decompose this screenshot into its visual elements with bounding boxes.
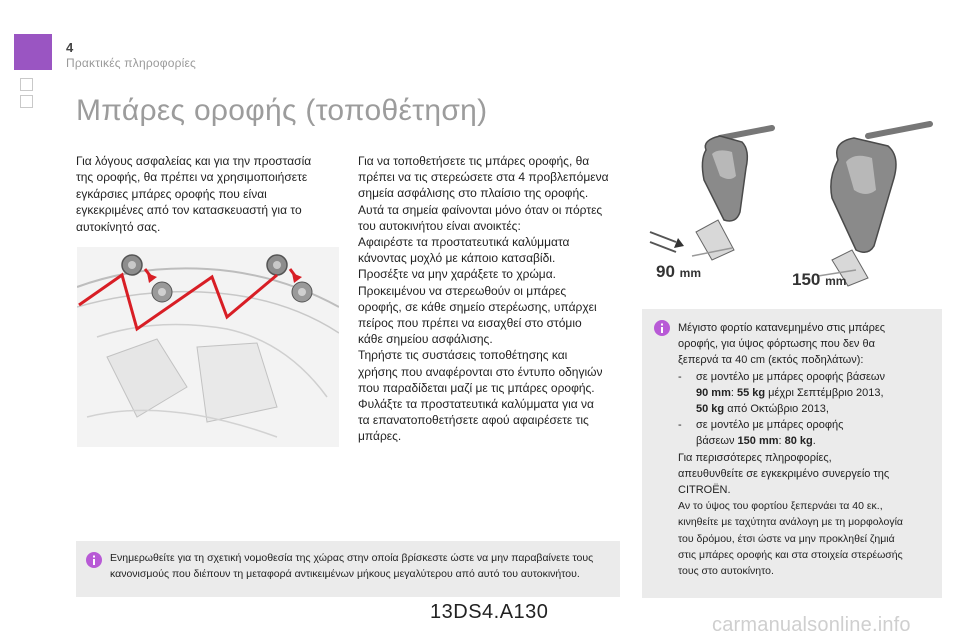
watermark: carmanualsonline.info (712, 614, 911, 636)
text-fragment: : (778, 435, 785, 448)
text-fragment: από Οκτώβριο 2013, (724, 403, 829, 416)
page-number: 4 (66, 40, 74, 55)
text-line: Για περισσότερες πληροφορίες, (678, 451, 832, 464)
legislation-info-text (110, 550, 610, 582)
text-line: Προκειμένου να στερεωθούν οι μπάρες (358, 283, 567, 298)
text-line: Αφαιρέστε τα προστατευτικά καλύμματα (358, 235, 570, 250)
text-line: Προσέξτε να μην χαράξετε το χρώμα. (358, 267, 556, 282)
foot-size-unit: mm (825, 274, 847, 288)
middle-column-text (358, 153, 626, 445)
text-line: CITROËN. (678, 484, 731, 497)
text-fragment: μέχρι Σεπτέμβριο 2013, (765, 386, 884, 399)
chapter-tab (14, 34, 52, 70)
text-line: της οροφής, θα πρέπει να χρησιμοποιήσετε (76, 170, 308, 185)
text-fragment: . (812, 435, 816, 448)
bullet-dash: - (678, 419, 682, 432)
text-line: κάνοντας μοχλό με κάποιο κατσαβίδι. (358, 251, 556, 266)
page-title: Μπάρες οροφής (τοποθέτηση) (76, 94, 488, 127)
text-line: στις μπάρες οροφής και στα στοιχεία στερέωσής (678, 548, 903, 561)
text-line: Για λόγους ασφαλείας και για την προστασία (76, 154, 312, 168)
text-line: Μέγιστο φορτίο κατανεμημένο στις μπάρες (678, 322, 886, 334)
text-line: εγκάρσιες μπάρες οροφής που είναι (76, 186, 267, 201)
text-line: απευθυνθείτε σε εγκεκριμένο συνεργείο της (678, 467, 890, 480)
text-line: κανονισμούς που διέπουν τη μεταφορά αντικειμένων μήκους μεγαλύτερου από αυτό του αυτοκινήτου. (110, 568, 580, 580)
text-line: Φυλάξτε τα προστατευτικά καλύμματα για να (358, 397, 594, 412)
bullet-dash: - (678, 370, 682, 383)
text-line: εγκεκριμένες από τον κατασκευαστή για το (76, 203, 302, 218)
text-line: σε μοντέλο με μπάρες οροφής (696, 419, 844, 432)
car-door-drawing (77, 247, 339, 447)
bold-value: 90 mm (696, 386, 731, 399)
text-line: οροφής, σε κάθε σημείο στερέωσης, υπάρχει (358, 299, 597, 314)
text-line: ξεπερνά τα 40 cm (εκτός ποδηλάτων): (678, 354, 864, 367)
text-line (678, 401, 934, 417)
text-line: σε μοντέλο με μπάρες οροφής βάσεων (696, 370, 885, 383)
text-line: τα επανατοποθετήσετε αφού αφαιρέσετε τις (358, 413, 589, 428)
text-fragment: : (730, 386, 737, 399)
text-line: του δρόμου, έτσι ώστε να μην προκληθεί ζημιά (678, 532, 895, 545)
list-item (678, 417, 934, 433)
foot-size-value: 150 (792, 270, 821, 289)
text-fragment: βάσεων (696, 435, 738, 448)
bold-value: 150 mm (737, 435, 779, 448)
text-line: Τηρήστε τις συστάσεις τοποθέτησης και (358, 348, 568, 363)
info-icon (86, 552, 102, 568)
text-line: οροφής, για ύψος φόρτωσης που δεν θα (678, 338, 875, 351)
text-line: αυτοκίνητό σας. (76, 219, 161, 234)
foot-size-value: 90 (656, 262, 675, 281)
text-line: χρήσης που αναφέρονται στο έντυπο οδηγιών (358, 364, 603, 379)
nav-square-2 (20, 95, 33, 108)
text-line: Αν το ύψος του φορτίου ξεπερνάει τα 40 εκ., (678, 500, 883, 513)
text-line: μπάρες. (358, 429, 402, 444)
text-line: πρέπει να τις στερεώσετε στα 4 προβλεπόμενα (358, 170, 609, 185)
bold-value: 55 kg (736, 386, 766, 399)
text-line (678, 385, 934, 401)
foot-size-unit: mm (679, 266, 701, 280)
info-icon (654, 320, 670, 336)
roof-bar-feet-illustration (642, 120, 942, 292)
text-line: Για να τοποθετήσετε τις μπάρες οροφής, θα (358, 154, 590, 168)
text-line: σημεία ασφάλισης στο πλαίσιο της οροφής. (358, 186, 589, 201)
roof-anchor-illustration (77, 247, 339, 447)
text-line: του αυτοκινήτου είναι ανοικτές: (358, 218, 521, 233)
text-line: πείρος που πρέπει να εισαχθεί στο στόμιο (358, 316, 582, 331)
bold-value: 50 kg (696, 403, 725, 416)
legislation-info-box (76, 541, 620, 597)
text-line: τους στο αυτοκίνητο. (678, 565, 774, 578)
load-info-box (642, 309, 942, 598)
text-line: που παραδίδεται μαζί με τις μπάρες οροφής. (358, 380, 595, 395)
bold-value: 80 kg (784, 435, 813, 448)
text-line (678, 433, 934, 449)
text-line: Αυτά τα σημεία φαίνονται μόνο όταν οι πόρτες (358, 202, 603, 217)
foot-size-90-label (656, 262, 701, 282)
text-line: Ενημερωθείτε για τη σχετική νομοθεσία της χώρας στην οποία βρίσκεστε ώστε να μην παραβαίνετε τους (110, 552, 594, 564)
text-line: κάθε σημείου ασφάλισης. (358, 332, 493, 347)
load-info-text (678, 320, 934, 579)
text-line: κινηθείτε με ταχύτητα ανάλογη με τη μορφολογία (678, 516, 903, 529)
nav-square-1 (20, 78, 33, 91)
document-reference: 13DS4.A130 (430, 601, 549, 623)
list-item (678, 369, 934, 385)
section-title: Πρακτικές πληροφορίες (66, 56, 197, 70)
left-column-text (76, 153, 338, 235)
foot-size-150-label (792, 270, 846, 290)
